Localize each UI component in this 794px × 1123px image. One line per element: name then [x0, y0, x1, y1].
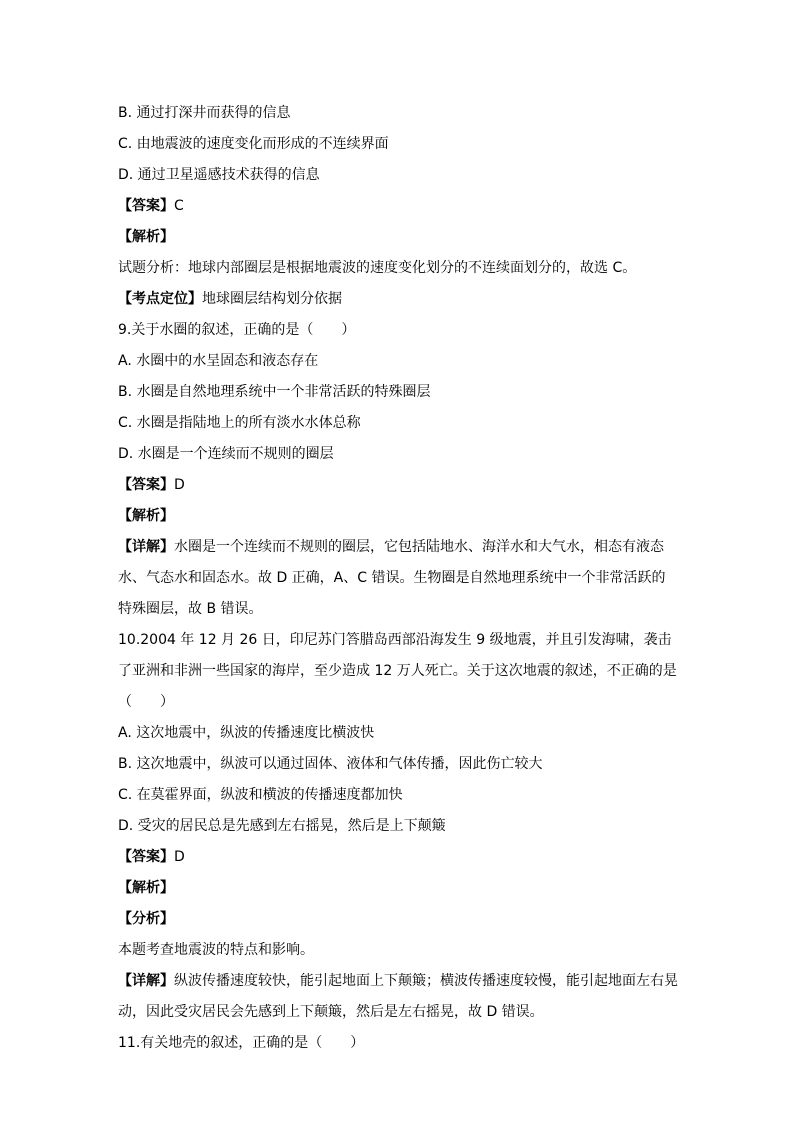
- detail-tag: 【详解】: [118, 539, 174, 555]
- option-line: A. 这次地震中，纵波的传播速度比横波快: [118, 725, 375, 741]
- answer-tag: 【答案】: [118, 198, 174, 214]
- option-line: C. 由地震波的速度变化而形成的不连续界面: [118, 136, 389, 152]
- option-line: B. 通过打深井而获得的信息: [118, 105, 291, 121]
- answer-tag: 【答案】: [118, 477, 174, 493]
- document-page: [118, 98, 678, 1059]
- answer-value: C: [174, 198, 184, 214]
- option-line: B. 水圈是自然地理系统中一个非常活跃的特殊圈层: [118, 384, 431, 400]
- analysis-text: 本题考查地震波的特点和影响。: [118, 942, 314, 958]
- question-10: 10.2004 年 12 月 26 日，印尼苏门答腊岛西部沿海发生 9 级地震，并且引发海啸，袭击了亚洲和非洲一些国家的海岸，至少造成 12 万人死亡。关于这次地震的叙述，不正确的是（ ）: [118, 632, 677, 710]
- analysis-heading: 【解析】: [118, 508, 174, 524]
- detail-paragraph: 【详解】水圈是一个连续而不规则的圈层，它包括陆地水、海洋水和大气水，相态有液态水、气态水和固态水。故 D 正确，A、C 错误。生物圈是自然地理系统中一个非常活跃的特殊圈层，故 B 错误。: [118, 539, 666, 617]
- answer-tag: 【答案】: [118, 849, 174, 865]
- option-line: B. 这次地震中，纵波可以通过固体、液体和气体传播，因此伤亡较大: [118, 756, 543, 772]
- detail-paragraph: 【详解】纵波传播速度较快，能引起地面上下颠簸；横波传播速度较慢，能引起地面左右晃动，因此受灾居民会先感到上下颠簸，然后是左右摇晃，故 D 错误。: [118, 973, 678, 1020]
- option-line: D. 水圈是一个连续而不规则的圈层: [118, 446, 334, 462]
- option-line: D. 通过卫星遥感技术获得的信息: [118, 167, 320, 183]
- option-line: A. 水圈中的水呈固态和液态存在: [118, 353, 319, 369]
- analysis-text: 试题分析：地球内部圈层是根据地震波的速度变化划分的不连续面划分的，故选 C。: [118, 260, 637, 276]
- analysis-heading: 【解析】: [118, 229, 174, 245]
- analysis-heading: 【解析】: [118, 880, 174, 896]
- question-9: 9.关于水圈的叙述，正确的是（ ）: [118, 322, 356, 338]
- answer-line: [118, 842, 678, 873]
- option-line: D. 受灾的居民总是先感到左右摇晃，然后是上下颠簸: [118, 818, 446, 834]
- answer-value: D: [174, 477, 185, 493]
- option-line: C. 水圈是指陆地上的所有淡水水体总称: [118, 415, 361, 431]
- option-line: C. 在莫霍界面，纵波和横波的传播速度都加快: [118, 787, 403, 803]
- answer-value: D: [174, 849, 185, 865]
- answer-line: [118, 470, 678, 501]
- key-point-tag: 【考点定位】: [118, 291, 202, 307]
- key-point-line: 【考点定位】地球圈层结构划分依据: [118, 291, 342, 307]
- question-11: 11.有关地壳的叙述，正确的是（ ）: [118, 1035, 365, 1051]
- answer-line: [118, 191, 678, 222]
- detail-tag: 【详解】: [118, 973, 174, 989]
- analysis-subheading: 【分析】: [118, 911, 174, 927]
